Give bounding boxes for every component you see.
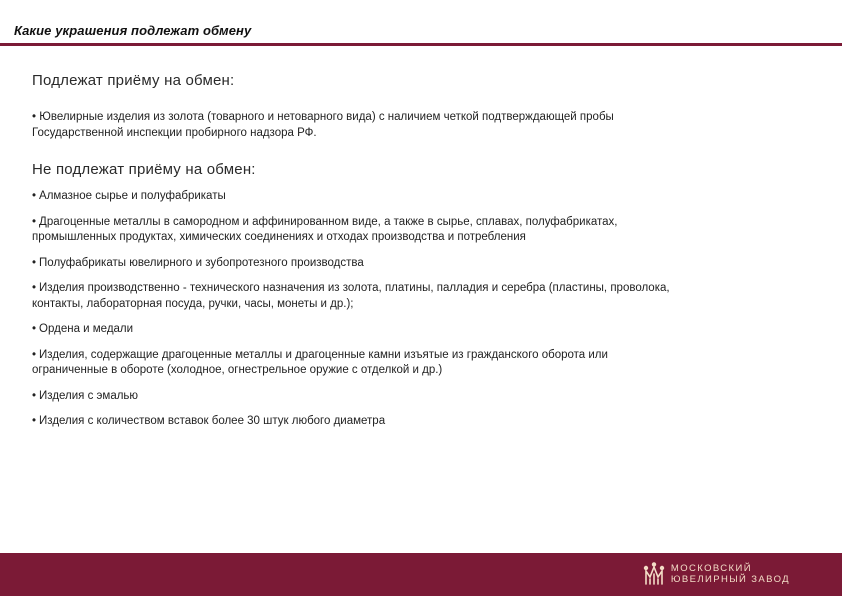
not-accepted-heading: Не подлежат приёму на обмен: xyxy=(32,161,256,178)
list-item xyxy=(32,281,672,312)
list-item-text: Алмазное сырье и полуфабрикаты xyxy=(39,190,226,202)
bullet: • xyxy=(32,282,37,294)
list-item-text: Изделия производственно - технического назначения из золота, платины, палладия и серебра (пластины, проволока, контакты, лабораторная посуда, ручки, часы, монеты и др.); xyxy=(32,282,670,310)
header-divider xyxy=(0,43,842,46)
accepted-item-text: Ювелирные изделия из золота (товарного и нетоварного вида) с наличием четкой подтверждающей пробы Государственной инспекции пробирного надзора РФ. xyxy=(32,111,614,139)
list-item-text: Полуфабрикаты ювелирного и зубопротезного производства xyxy=(39,256,364,269)
bullet: • xyxy=(32,215,37,228)
bullet: • xyxy=(32,323,37,335)
bullet: • xyxy=(32,111,37,123)
bullet: • xyxy=(32,190,37,202)
list-item xyxy=(32,322,672,338)
logo-text xyxy=(671,563,790,586)
list-item xyxy=(32,414,672,430)
accepted-item xyxy=(32,110,672,141)
list-item-text: Изделия с эмалью xyxy=(39,389,139,402)
logo-line-1: МОСКОВСКИЙ xyxy=(670,562,752,574)
list-item-text: Ордена и медали xyxy=(39,323,134,335)
bullet: • xyxy=(32,415,37,427)
list-item xyxy=(32,389,672,405)
crown-logo-icon xyxy=(643,562,665,586)
footer-bar xyxy=(0,553,842,596)
list-item xyxy=(32,215,672,246)
company-logo xyxy=(643,562,790,586)
bullet: • xyxy=(32,389,37,402)
list-item-text: Драгоценные металлы в самородном и аффинированном виде, а также в сырье, сплавах, полуфабрикатах, промышленных продуктах, химических соединениях и отходах производства и потребления xyxy=(32,215,618,243)
not-accepted-list xyxy=(32,189,672,430)
bullet: • xyxy=(32,256,37,269)
main-content xyxy=(32,72,672,440)
list-item-text: Изделия, содержащие драгоценные металлы и драгоценные камни изъятые из гражданского оборота или ограниченные в обороте (холодное, огнестрельное оружие с отделкой и др.) xyxy=(32,348,608,376)
list-item xyxy=(32,189,672,205)
page-title: Какие украшения подлежат обмену xyxy=(14,23,252,38)
list-item xyxy=(32,348,672,379)
list-item-text: Изделия с количеством вставок более 30 штук любого диаметра xyxy=(39,415,386,427)
logo-line-2: ЮВЕЛИРНЫЙ ЗАВОД xyxy=(670,574,790,585)
accepted-heading: Подлежат приёму на обмен: xyxy=(32,72,235,89)
list-item xyxy=(32,256,672,272)
bullet: • xyxy=(32,348,37,361)
